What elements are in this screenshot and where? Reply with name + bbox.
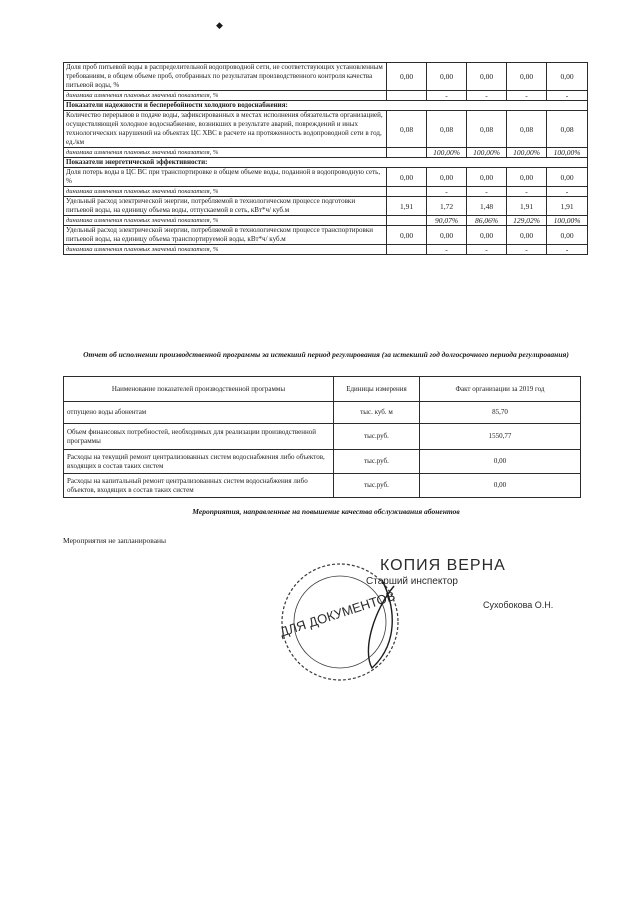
- indicator-value: 0,00: [387, 226, 427, 245]
- indicator-value: 0,00: [507, 63, 547, 91]
- indicator-value: -: [427, 245, 467, 255]
- indicator-value: 86,06%: [467, 216, 507, 226]
- indicator-value: -: [427, 187, 467, 197]
- dynamics-row: [64, 148, 588, 158]
- indicator-value: [387, 148, 427, 158]
- section-title: Показатели надежности и бесперебойности холодного водоснабжения:: [64, 101, 588, 111]
- indicator-value: -: [547, 245, 588, 255]
- dynamics-row: [64, 187, 588, 197]
- indicator-value: -: [507, 187, 547, 197]
- row-value: 0,00: [420, 450, 581, 474]
- indicator-value: -: [467, 91, 507, 101]
- header-unit: Единицы измерения: [334, 377, 420, 402]
- indicator-label: динамика изменения плановых значений показателя, %: [64, 187, 387, 197]
- indicator-value: 0,00: [507, 226, 547, 245]
- indicator-value: -: [467, 245, 507, 255]
- indicator-value: 0,08: [547, 111, 588, 148]
- indicator-value: 100,00%: [547, 216, 588, 226]
- dynamics-row: [64, 216, 588, 226]
- indicator-value: 0,08: [387, 111, 427, 148]
- indicator-label: динамика изменения плановых значений показателя, %: [64, 148, 387, 158]
- indicator-value: 1,91: [507, 197, 547, 216]
- indicator-value: 0,08: [507, 111, 547, 148]
- measures-caption: Мероприятия, направленные на повышение качества обслуживания абонентов: [192, 507, 460, 516]
- table-row: [64, 450, 581, 474]
- row-unit: тыс.руб.: [334, 474, 420, 498]
- table-row: [64, 168, 588, 187]
- table-row: [64, 402, 581, 424]
- indicator-value: 0,00: [427, 168, 467, 187]
- indicator-label: Удельный расход электрической энергии, потребляемой в технологическом процессе транспортировки питьевой воды, на единицу объема транспортируемой воды, кВт*ч/ куб.м: [64, 226, 387, 245]
- row-value: 0,00: [420, 474, 581, 498]
- indicator-label: динамика изменения плановых значений показателя, %: [64, 245, 387, 255]
- dynamics-row: [64, 245, 588, 255]
- indicator-label: Доля потерь воды в ЦС ВС при транспортировке в общем объеме воды, поданной в водопроводную сеть, %: [64, 168, 387, 187]
- indicator-value: 90,07%: [427, 216, 467, 226]
- indicator-value: 0,00: [427, 226, 467, 245]
- indicator-value: 0,00: [427, 63, 467, 91]
- row-value: 85,70: [420, 402, 581, 424]
- indicator-value: -: [547, 187, 588, 197]
- table-row: [64, 111, 588, 148]
- header-name: Наименование показателей производственной программы: [64, 377, 334, 402]
- indicator-value: [387, 245, 427, 255]
- indicator-value: [387, 187, 427, 197]
- indicator-value: -: [507, 245, 547, 255]
- page-mark: ◆: [216, 20, 223, 30]
- indicator-value: -: [547, 91, 588, 101]
- row-name: Объем финансовых потребностей, необходимых для реализации производственной программы: [64, 424, 334, 450]
- indicator-value: -: [427, 91, 467, 101]
- row-name: отпущено воды абонентам: [64, 402, 334, 424]
- indicator-value: 0,08: [467, 111, 507, 148]
- table-row: [64, 474, 581, 498]
- dynamics-row: [64, 91, 588, 101]
- indicator-value: 0,00: [467, 168, 507, 187]
- indicators-table: [63, 62, 588, 255]
- table-row: [64, 424, 581, 450]
- indicator-label: динамика изменения плановых значений показателя, %: [64, 216, 387, 226]
- indicator-value: 0,00: [467, 63, 507, 91]
- indicators-table-body: [64, 63, 588, 255]
- stamp-inner-text: ДЛЯ ДОКУМЕНТОВ: [277, 588, 397, 640]
- stamp-name: Сухобокова О.Н.: [483, 600, 554, 610]
- indicator-value: 100,00%: [547, 148, 588, 158]
- row-unit: тыс.руб.: [334, 424, 420, 450]
- indicator-value: 0,00: [507, 168, 547, 187]
- indicator-value: -: [507, 91, 547, 101]
- indicator-label: Количество перерывов в подаче воды, зафиксированных в местах исполнения обязательств организацией, осуществляющей холодное водоснабжение, возникших в результате аварий, повреждений и иных технологических нарушений на объектах ЦС ХВС в расчете на протяженность водопроводной сети в год, ед./км: [64, 111, 387, 148]
- indicator-label: Удельный расход электрической энергии, потребляемой в технологическом процессе подготовки питьевой воды, на единицу объема воды, отпускаемой в сеть, кВт*ч/ куб.м: [64, 197, 387, 216]
- indicator-value: 100,00%: [507, 148, 547, 158]
- header-value: Факт организации за 2019 год: [420, 377, 581, 402]
- indicator-value: [387, 216, 427, 226]
- row-unit: тыс. куб. м: [334, 402, 420, 424]
- indicator-value: 1,72: [427, 197, 467, 216]
- indicator-label: динамика изменения плановых значений показателя, %: [64, 91, 387, 101]
- indicator-value: 0,08: [427, 111, 467, 148]
- report-table-header: [64, 377, 581, 402]
- indicator-value: 0,00: [387, 168, 427, 187]
- row-unit: тыс.руб.: [334, 450, 420, 474]
- indicator-value: 129,02%: [507, 216, 547, 226]
- section-title: Показатели энергетической эффективности:: [64, 158, 588, 168]
- indicator-value: 0,00: [467, 226, 507, 245]
- indicator-label: Доля проб питьевой воды в распределительной водопроводной сети, не соответствующих установленным требованиям, в общем объеме проб, отобранных по результатам производственного контроля качества питьевой воды, %: [64, 63, 387, 91]
- report-table: [63, 376, 581, 498]
- indicator-value: -: [467, 187, 507, 197]
- indicator-value: 0,00: [547, 226, 588, 245]
- stamp-role: Старший инспектор: [366, 576, 458, 587]
- stamp-title: КОПИЯ ВЕРНА: [380, 557, 506, 574]
- indicator-value: 1,48: [467, 197, 507, 216]
- report-caption: Отчет об исполнении производственной программы за истекший период регулирования (за истекший год долгосрочного периода регулирования): [83, 350, 569, 359]
- table-row: [64, 197, 588, 216]
- row-value: 1550,77: [420, 424, 581, 450]
- section-row: [64, 158, 588, 168]
- measures-text: Мероприятия не запланированы: [63, 536, 167, 545]
- indicator-value: 0,00: [547, 168, 588, 187]
- section-row: [64, 101, 588, 111]
- indicator-value: [387, 91, 427, 101]
- row-name: Расходы на капитальный ремонт централизованных систем водоснабжения либо объектов, входящих в состав таких систем: [64, 474, 334, 498]
- indicator-value: 100,00%: [427, 148, 467, 158]
- table-row: [64, 63, 588, 91]
- indicator-value: 1,91: [387, 197, 427, 216]
- indicator-value: 0,00: [547, 63, 588, 91]
- indicator-value: 0,00: [387, 63, 427, 91]
- indicator-value: 100,00%: [467, 148, 507, 158]
- indicator-value: 1,91: [547, 197, 588, 216]
- row-name: Расходы на текущий ремонт централизованных систем водоснабжения либо объектов, входящих в состав таких систем: [64, 450, 334, 474]
- table-row: [64, 226, 588, 245]
